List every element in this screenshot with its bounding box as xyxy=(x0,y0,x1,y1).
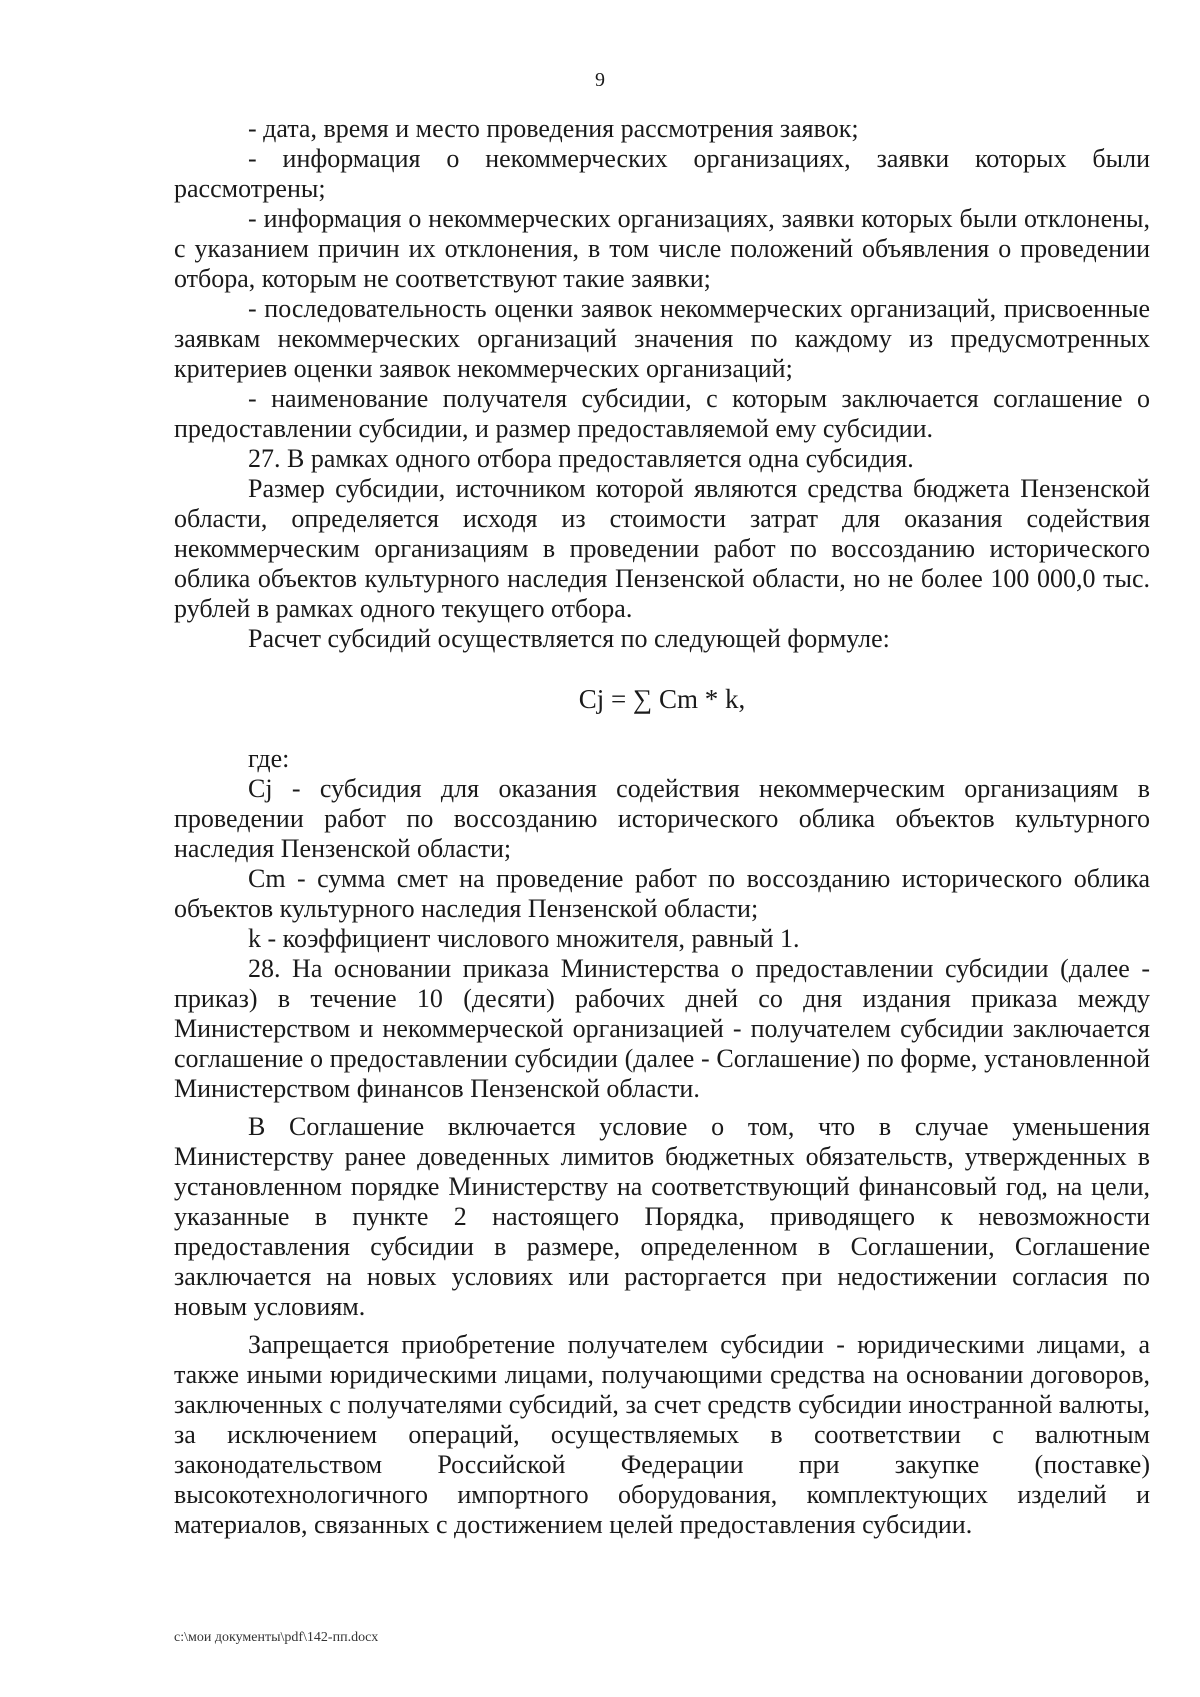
paragraph-agreement-condition: В Соглашение включается условие о том, что в случае уменьшения Министерству ранее доведенных лимитов бюджетных обязательств, утвержденных в установленном порядке Министерству на соответствующий финансовый год, на цели, указанные в пункте 2 настоящего Порядка, приводящего к невозможности предоставления субсидии в размере, определенном в Соглашении, Соглашение заключается на новых условиях или расторгается при недостижении согласия по новым условиям. xyxy=(174,1112,1150,1321)
paragraph-reviewed-orgs: - информация о некоммерческих организациях, заявки которых были рассмотрены; xyxy=(174,144,1150,203)
paragraph-recipient-name: - наименование получателя субсидии, с которым заключается соглашение о предоставлении субсидии, и размер предоставляемой ему субсидии. xyxy=(174,384,1150,443)
paragraph-review-date: - дата, время и место проведения рассмотрения заявок; xyxy=(248,114,859,143)
subsidy-formula: Cj = ∑ Cm * k, xyxy=(578,684,746,714)
paragraph-rejected-orgs: - информация о некоммерческих организациях, заявки которых были отклонены, с указанием причин их отклонения, в том числе положений объявления о проведении отбора, которым не соответствуют такие заявки; xyxy=(174,204,1150,293)
paragraph-clause-28: 28. На основании приказа Министерства о предоставлении субсидии (далее - приказ) в течение 10 (десяти) рабочих дней со дня издания приказа между Министерством и некоммерческой организацией - получателем субсидии заключается соглашение о предоставлении субсидии (далее - Соглашение) по форме, установленной Министерством финансов Пензенской области. xyxy=(174,954,1150,1103)
paragraph-subsidy-size: Размер субсидии, источником которой являются средства бюджета Пензенской области, определяется исходя из стоимости затрат для оказания содействия некоммерческим организациям в проведении работ по воссозданию исторического облика объектов культурного наследия Пензенской области, но не более 100 000,0 тыс. рублей в рамках одного текущего отбора. xyxy=(174,474,1150,623)
paragraph-clause-27: 27. В рамках одного отбора предоставляется одна субсидия. xyxy=(248,444,914,473)
file-path-footer: c:\мои документы\pdf\142-пп.docx xyxy=(174,1630,379,1645)
definition-cj: Cj - субсидия для оказания содействия некоммерческим организациям в проведении работ по воссозданию исторического облика объектов культурного наследия Пензенской области; xyxy=(174,774,1150,863)
page-number: 9 xyxy=(595,69,605,91)
definitions-where: где: xyxy=(248,744,290,773)
document-body xyxy=(174,114,1150,1540)
paragraph-calculation-intro: Расчет субсидий осуществляется по следующей формуле: xyxy=(248,624,890,653)
paragraph-currency-prohibition: Запрещается приобретение получателем субсидии - юридическими лицами, а также иными юридическими лицами, получающими средства на основании договоров, заключенных с получателями субсидий, за счет средств субсидии иностранной валюты, за исключением операций, осуществляемых в соответствии с валютным законодательством Российской Федерации при закупке (поставке) высокотехнологичного импортного оборудования, комплектующих изделий и материалов, связанных с достижением целей предоставления субсидии. xyxy=(174,1330,1150,1539)
definition-cm: Cm - сумма смет на проведение работ по воссозданию исторического облика объектов культурного наследия Пензенской области; xyxy=(174,864,1150,923)
paragraph-evaluation-sequence: - последовательность оценки заявок некоммерческих организаций, присвоенные заявкам некоммерческих организаций значения по каждому из предусмотренных критериев оценки заявок некоммерческих организаций; xyxy=(174,294,1150,383)
definition-k: k - коэффициент числового множителя, равный 1. xyxy=(248,924,800,953)
